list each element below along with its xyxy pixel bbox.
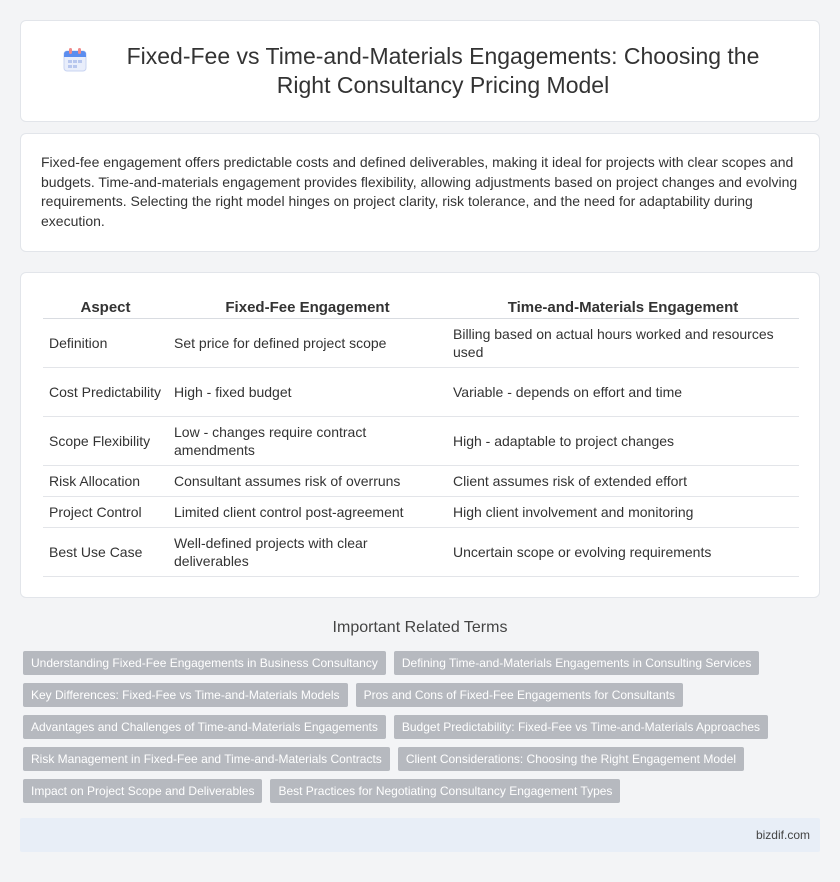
table-row bbox=[43, 527, 799, 576]
cell-time-and-materials: Variable - depends on effort and time bbox=[447, 367, 799, 416]
tag-row bbox=[23, 747, 823, 771]
summary-card bbox=[20, 133, 820, 252]
related-term-link[interactable]: Best Practices for Negotiating Consultancy Engagement Types bbox=[270, 779, 620, 803]
related-terms-list bbox=[23, 651, 823, 811]
table-row bbox=[43, 465, 799, 496]
cell-fixed-fee: Consultant assumes risk of overruns bbox=[168, 465, 447, 496]
title-card bbox=[20, 20, 820, 122]
cell-aspect: Cost Predictability bbox=[43, 367, 168, 416]
cell-time-and-materials: Uncertain scope or evolving requirements bbox=[447, 527, 799, 576]
cell-fixed-fee: Well-defined projects with clear deliverables bbox=[168, 527, 447, 576]
cell-aspect: Risk Allocation bbox=[43, 465, 168, 496]
related-term-link[interactable]: Pros and Cons of Fixed-Fee Engagements for Consultants bbox=[356, 683, 684, 707]
related-term-link[interactable]: Risk Management in Fixed-Fee and Time-and-Materials Contracts bbox=[23, 747, 390, 771]
cell-fixed-fee: High - fixed budget bbox=[168, 367, 447, 416]
title-wrap bbox=[61, 42, 779, 100]
cell-time-and-materials: High client involvement and monitoring bbox=[447, 496, 799, 527]
related-term-link[interactable]: Advantages and Challenges of Time-and-Materials Engagements bbox=[23, 715, 386, 739]
cell-fixed-fee: Limited client control post-agreement bbox=[168, 496, 447, 527]
related-terms-title: Important Related Terms bbox=[332, 619, 508, 636]
related-term-link[interactable]: Key Differences: Fixed-Fee vs Time-and-Materials Models bbox=[23, 683, 348, 707]
cell-time-and-materials: Billing based on actual hours worked and resources used bbox=[447, 318, 799, 367]
table-row bbox=[43, 496, 799, 527]
cell-time-and-materials: High - adaptable to project changes bbox=[447, 416, 799, 465]
header-fixed-fee: Fixed-Fee Engagement bbox=[168, 293, 447, 318]
table-row bbox=[43, 416, 799, 465]
footer-site-link[interactable]: bizdif.com bbox=[755, 828, 810, 842]
related-term-link[interactable]: Client Considerations: Choosing the Right Engagement Model bbox=[398, 747, 744, 771]
table-row bbox=[43, 318, 799, 367]
footer bbox=[20, 818, 820, 852]
tag-row bbox=[23, 683, 823, 707]
cell-fixed-fee: Low - changes require contract amendments bbox=[168, 416, 447, 465]
cell-aspect: Project Control bbox=[43, 496, 168, 527]
related-term-link[interactable]: Defining Time-and-Materials Engagements in Consulting Services bbox=[394, 651, 760, 675]
header-aspect: Aspect bbox=[43, 293, 168, 318]
cell-aspect: Definition bbox=[43, 318, 168, 367]
calendar-icon bbox=[61, 46, 89, 74]
tag-row bbox=[23, 651, 823, 675]
related-term-link[interactable]: Budget Predictability: Fixed-Fee vs Time-and-Materials Approaches bbox=[394, 715, 768, 739]
cell-aspect: Scope Flexibility bbox=[43, 416, 168, 465]
tag-row bbox=[23, 715, 823, 739]
cell-aspect: Best Use Case bbox=[43, 527, 168, 576]
page-title: Fixed-Fee vs Time-and-Materials Engagements: Choosing the Right Consultancy Pricing Model bbox=[126, 43, 760, 98]
tag-row bbox=[23, 779, 823, 803]
cell-time-and-materials: Client assumes risk of extended effort bbox=[447, 465, 799, 496]
comparison-table bbox=[43, 293, 799, 577]
comparison-table-card bbox=[20, 272, 820, 598]
cell-fixed-fee: Set price for defined project scope bbox=[168, 318, 447, 367]
related-term-link[interactable]: Impact on Project Scope and Deliverables bbox=[23, 779, 262, 803]
related-term-link[interactable]: Understanding Fixed-Fee Engagements in Business Consultancy bbox=[23, 651, 386, 675]
summary-text: Fixed-fee engagement offers predictable costs and defined deliverables, making it ideal for projects with clear scopes and budgets. Time-and-materials engagement provides flexibility, allowing adjustments based on project changes and evolving requirements. Selecting the right model hinges on project clarity, risk tolerance, and the need for adaptability during execution. bbox=[41, 154, 798, 229]
table-header-row bbox=[43, 293, 799, 318]
table-row bbox=[43, 367, 799, 416]
header-time-and-materials: Time-and-Materials Engagement bbox=[447, 293, 799, 318]
